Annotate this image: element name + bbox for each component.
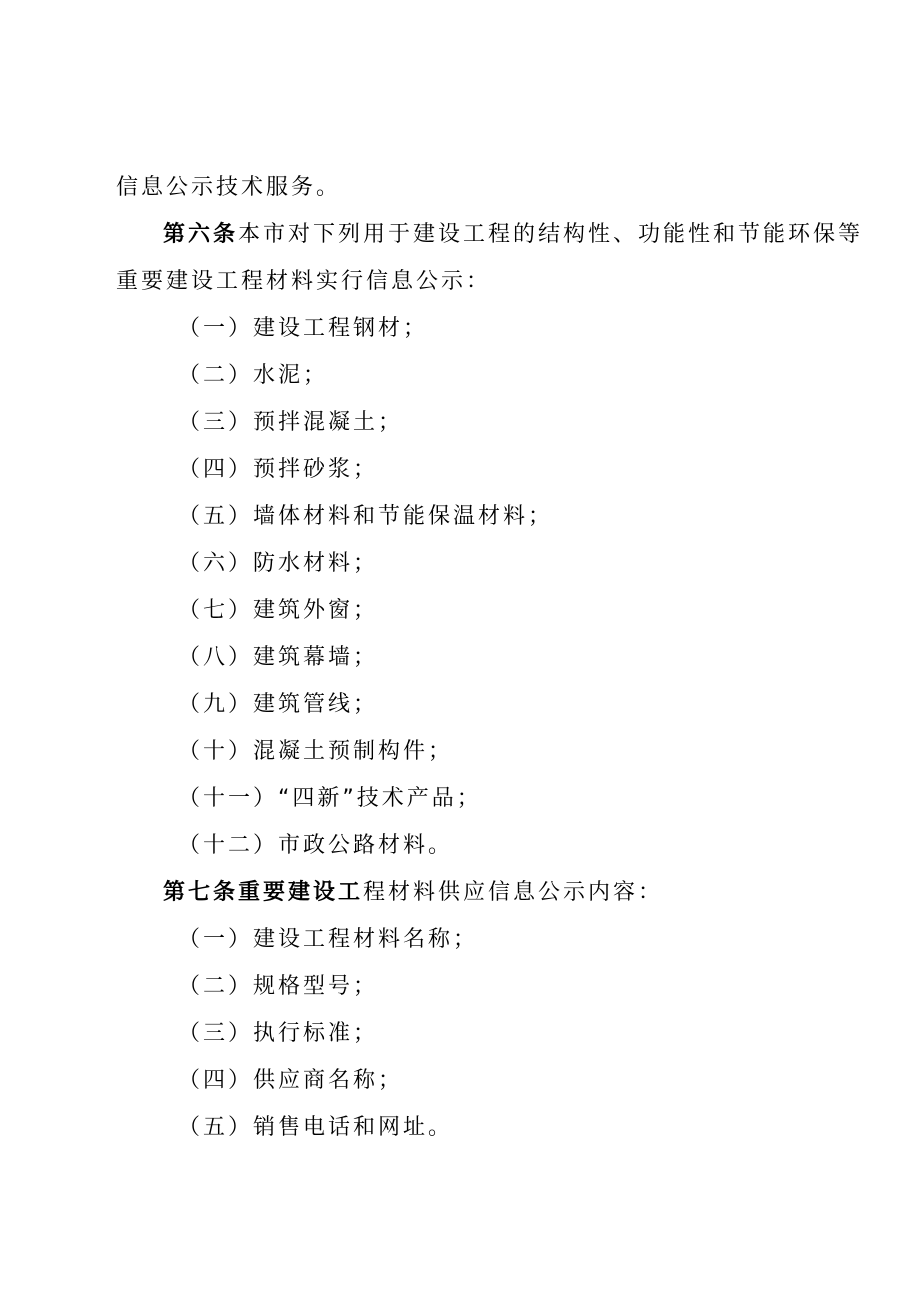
article-6-text-line1: 本市对下列用于建设工程的结构性、功能性和节能环保等 <box>238 222 864 247</box>
list-item: （八）建筑幕墙； <box>178 645 379 670</box>
article-6-heading: 第六条 <box>163 222 239 247</box>
list-item: （一）建设工程材料名称； <box>178 927 479 952</box>
list-item: （三）执行标准； <box>178 1021 379 1046</box>
list-item: （十一）“四新”技术产品； <box>178 786 482 811</box>
list-item: （四）预拌砂浆； <box>178 457 379 482</box>
list-item: （十）混凝土预制构件； <box>178 739 454 764</box>
list-item: （十二）市政公路材料。 <box>178 833 454 858</box>
continuation-text: 信息公示技术服务。 <box>116 175 342 200</box>
list-item: （九）建筑管线； <box>178 692 379 717</box>
article-7-heading-rest: 程材料供应信息公示内容： <box>363 880 664 905</box>
list-item: （五）墙体材料和节能保温材料； <box>178 504 554 529</box>
article-6-text-line2: 重要建设工程材料实行信息公示： <box>116 269 492 294</box>
list-item: （六）防水材料； <box>178 551 379 576</box>
list-item: （二）规格型号； <box>178 974 379 999</box>
list-item: （五）销售电话和网址。 <box>178 1115 454 1140</box>
list-item: （七）建筑外窗； <box>178 598 379 623</box>
article-7-first-line <box>163 879 663 907</box>
list-item: （二）水泥； <box>178 363 329 388</box>
list-item: （三）预拌混凝土； <box>178 410 404 435</box>
list-item: （四）供应商名称； <box>178 1068 404 1093</box>
list-item: （一）建设工程钢材； <box>178 316 429 341</box>
article-6-first-line <box>163 221 863 249</box>
article-7-heading: 第七条重要建设工 <box>163 880 364 905</box>
